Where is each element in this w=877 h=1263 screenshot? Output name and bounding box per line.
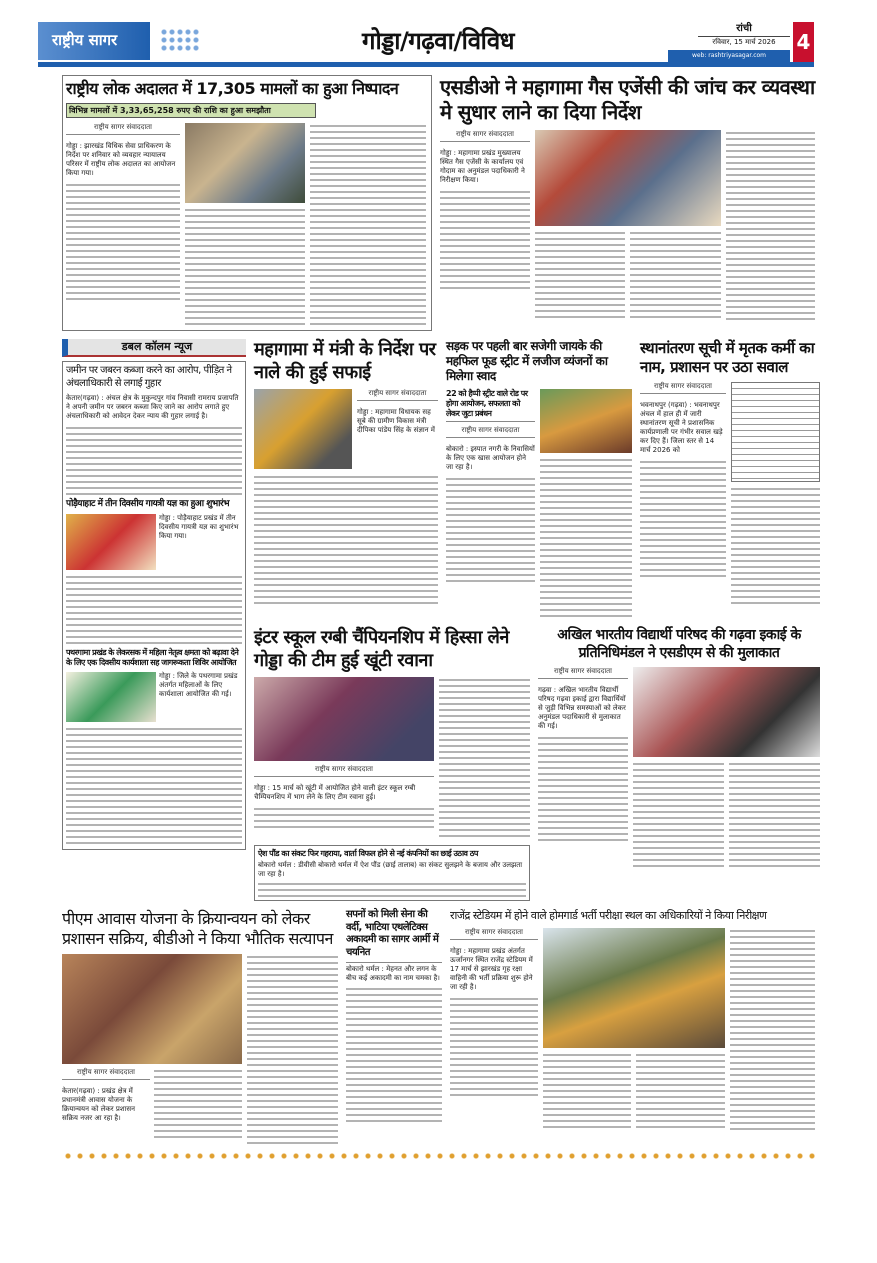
article-lead: गोड्डा : महागामा विधायक सह सूबे की ग्रामीण विकास मंत्री दीपिका पांडेय सिंह के संज्ञान में <box>357 408 435 434</box>
byline: राष्ट्रीय सागर संवाददाता <box>66 123 180 135</box>
article-army-selection <box>346 909 442 1126</box>
article-mahagama-drain <box>254 339 438 604</box>
article-body <box>247 954 338 1144</box>
article-body <box>633 761 724 871</box>
article-body <box>254 806 434 830</box>
section-header <box>62 339 246 357</box>
byline: राष्ट्रीय सागर संवाददाता <box>254 765 434 777</box>
article-lead: बोकारो थर्मल : डीवीसी बोकारो थर्मल में ऐश पौंड (छाई तालाब) का संकट सुलझने के बजाय और उलझता जा रहा है। <box>258 861 523 878</box>
article-food-street <box>446 339 632 617</box>
article-lead: केतार(गढ़वा) : अंचल क्षेत्र के मुकुन्दपुर गांव निवासी रामराय प्रजापति ने अपनी जमीन पर जबरन कब्जा किए जाने का आरोप लगाते हुए अंचलाधिकारी को आवेदन देकर न्याय की गुहार लगाई है। <box>66 394 239 420</box>
headline: स्थानांतरण सूची में मृतक कर्मी का नाम, प्रशासन पर उठा सवाल <box>640 339 815 376</box>
headline: पीएम आवास योजना के क्रियान्वयन को लेकर प्रशासन सक्रिय, बीडीओ ने किया भौतिक सत्यापन <box>62 909 333 948</box>
article-body <box>543 1052 631 1132</box>
subheadline: 22 को हैप्पी स्ट्रीट वाले रोड पर होगा आयोजन, सफलता को लेकर जुटा प्रबंधन <box>446 389 535 422</box>
article-body <box>640 459 726 579</box>
article-photo <box>633 667 820 757</box>
brand-logo <box>38 22 150 60</box>
article-photo <box>535 130 721 226</box>
article-body <box>66 425 242 495</box>
byline: राष्ट्रीय सागर संवाददाता <box>357 389 438 401</box>
headline: ऐश पौंड का संकट फिर गहराया, वार्ता विफल होने से नई कंपनियों का छाई उठाव ठप <box>258 849 478 858</box>
transfer-list-document-image <box>731 382 820 482</box>
section-title: डबल कॉलम न्यूज <box>121 340 193 353</box>
byline: राष्ट्रीय सागर संवाददाता <box>440 130 530 142</box>
article-sdo-gas-agency <box>440 75 820 320</box>
article-body <box>446 476 535 586</box>
footer-decoration <box>62 1152 820 1160</box>
article-body <box>538 735 628 845</box>
byline: राष्ट्रीय सागर संवाददाता <box>538 667 628 679</box>
headline: महागामा में मंत्री के निर्देश पर नाले की हुई सफाई <box>254 339 436 383</box>
article-body <box>540 457 632 617</box>
page-number: 4 <box>793 22 814 62</box>
article-lead: गढ़वा : अखिल भारतीय विद्यार्थी परिषद गढ़वा इकाई द्वारा विद्यार्थियों से जुड़ी विभिन्न समस्याओं को लेकर अनुमंडल पदाधिकारी से मुलाकात की गई। <box>538 686 626 730</box>
headline: अखिल भारतीय विद्यार्थी परिषद की गढ़वा इकाई के प्रतिनिधिमंडल ने एसडीएम से की मुलाकात <box>557 627 801 661</box>
headline: एसडीओ ने महागामा गैस एजेंसी की जांच कर व्यवस्था मे सुधार लाने का दिया निर्देश <box>440 75 815 124</box>
article-body <box>730 928 815 1132</box>
article-body <box>535 230 625 320</box>
article-body <box>636 1052 725 1132</box>
article-transfer-list <box>640 339 820 606</box>
city: रांची <box>736 23 752 34</box>
article-body <box>310 123 426 327</box>
byline: राष्ट्रीय सागर संवाददाता <box>446 426 535 438</box>
article-lead: भवनाथपुर (गढ़वा) : भवनाथपुर अंचल में हाल ही में जारी स्थानांतरण सूची ने प्रशासनिक कार्यप्रणाली पर गंभीर सवाल खड़े कर दिए हैं। जिला स्तर से 14 मार्च 2026 को <box>640 400 723 454</box>
headline: राजेंद्र स्टेडियम में होने वाले होमगार्ड भर्ती परीक्षा स्थल का अधिकारियों ने किया निरीक्षण <box>450 909 767 922</box>
subheadline: विभिन्न मामलों में 3,33,65,258 रुपए की राशि का हुआ समझौता <box>66 103 316 118</box>
byline: राष्ट्रीय सागर संवाददाता <box>640 382 726 394</box>
issue-date: रविवार, 15 मार्च 2026 <box>698 36 790 47</box>
article-lead: बोकारो थर्मल : मेहनत और लगन के बीच कई अकादमी का नाम चमका है। <box>346 962 442 983</box>
article-body <box>66 726 242 846</box>
article-body <box>185 207 305 327</box>
article-abvp <box>538 627 820 871</box>
article-lead: गोड्डा : 15 मार्च को खूंटी में आयोजित होने वाली इंटर स्कूल रग्बी चैम्पियनशिप में भाग लेने के लिए टीम रवाना हुई। <box>254 784 416 801</box>
news-item <box>62 361 246 850</box>
headline: सड़क पर पहली बार सजेगी जायके की महफिल फूड स्ट्रीट में लजीज व्यंजनों का मिलेगा स्वाद <box>446 339 608 383</box>
article-lead: बोकारो : इस्पात नगरी के निवासियों के लिए एक खास आयोजन होने जा रहा है। <box>446 445 535 471</box>
article-body <box>258 881 526 897</box>
article-body <box>154 1068 242 1138</box>
article-lead: गोड्डा : महागामा प्रखंड मुख्यालय स्थित गैस एजेंसी के कार्यालय एवं गोदाम का अनुमंडल पदाधिकारी ने निरीक्षण किया। <box>440 149 525 184</box>
headline: पोड़ैयाहाट में तीन दिवसीय गायत्री यज्ञ का हुआ शुभारंभ <box>66 499 230 509</box>
article-body <box>729 761 820 871</box>
headline: जमीन पर जबरन कब्जा करने का आरोप, पीड़ित ने अंचलाधिकारी से लगाई गुहार <box>66 365 232 389</box>
article-body <box>731 486 820 606</box>
article-body <box>630 230 721 320</box>
article-lead: गोड्डा : झारखंड विधिक सेवा प्राधिकरण के निर्देश पर शनिवार को व्यवहार न्यायालय परिसर में राष्ट्रीय लोक अदालत का आयोजन किया गया। <box>66 142 176 177</box>
section-title: गोड्डा/गढ़वा/विविध <box>362 27 514 55</box>
brand-name: राष्ट्रीय सागर <box>52 31 118 49</box>
double-column-news <box>62 339 246 850</box>
article-body <box>254 474 438 604</box>
article-photo <box>254 389 352 469</box>
article-body <box>450 996 538 1096</box>
article-photo <box>540 389 632 453</box>
article-body <box>66 182 180 302</box>
article-lead: गोड्डा : महागामा प्रखंड अंतर्गत ऊर्जानगर स्थित राजेंद्र स्टेडियम में 17 मार्च से झारखंड गृह रक्षा वाहिनी की भर्ती प्रक्रिया शुरू होने जा रही है। <box>450 946 533 991</box>
article-lead: गोड्डा : जिले के पथरगामा प्रखंड अंतर्गत महिलाओं के लिए कार्यशाला आयोजित की गई। <box>159 672 238 699</box>
article-body <box>346 986 442 1126</box>
article-body <box>66 574 242 644</box>
article-photo <box>185 123 305 203</box>
article-photo <box>62 954 242 1064</box>
headline: पथरगामा प्रखंड के लेकरसक में महिला नेतृत्व क्षमता को बढ़ावा देने के लिए एक दिवसीय कार्यशाला सह जागरूकता शिविर आयोजित <box>66 648 239 668</box>
article-stadium-inspection <box>450 909 820 1132</box>
article-pm-awas <box>62 909 338 1144</box>
headline: राष्ट्रीय लोक अदालत में 17,305 मामलों का हुआ निष्पादन <box>66 79 399 98</box>
dots-decoration-icon <box>160 28 200 52</box>
article-lead: केतार(गढ़वा) : प्रखंड क्षेत्र में प्रधानमंत्री आवास योजना के क्रियान्वयन को लेकर प्रशासन सक्रिय नजर आ रहा है। <box>62 1087 136 1122</box>
masthead <box>38 22 814 67</box>
website-link[interactable]: web: rashtriyasagar.com <box>668 50 790 62</box>
article-lok-adalat <box>62 75 432 331</box>
article-photo <box>254 677 434 761</box>
article-rugby-team <box>254 627 530 837</box>
article-photo <box>66 514 156 570</box>
article-body <box>726 130 815 320</box>
headline: सपनों को मिली सेना की वर्दी, भाटिया एथलेटिक्स अकादमी का सागर आर्मी में चयनित <box>346 909 439 958</box>
headline: इंटर स्कूल रग्बी चैंपियनशिप में हिस्सा लेने गोड्डा की टीम हुई खूंटी रवाना <box>254 627 509 671</box>
article-photo <box>66 672 156 722</box>
article-ash-pond <box>254 845 530 901</box>
article-photo <box>543 928 725 1048</box>
article-body <box>440 189 530 289</box>
byline: राष्ट्रीय सागर संवाददाता <box>62 1068 150 1080</box>
article-body <box>439 677 530 837</box>
byline: राष्ट्रीय सागर संवाददाता <box>450 928 538 940</box>
article-lead: गोड्डा : पोड़ैयाहाट प्रखंड में तीन दिवसीय गायत्री यज्ञ का शुभारंभ किया गया। <box>159 514 239 541</box>
